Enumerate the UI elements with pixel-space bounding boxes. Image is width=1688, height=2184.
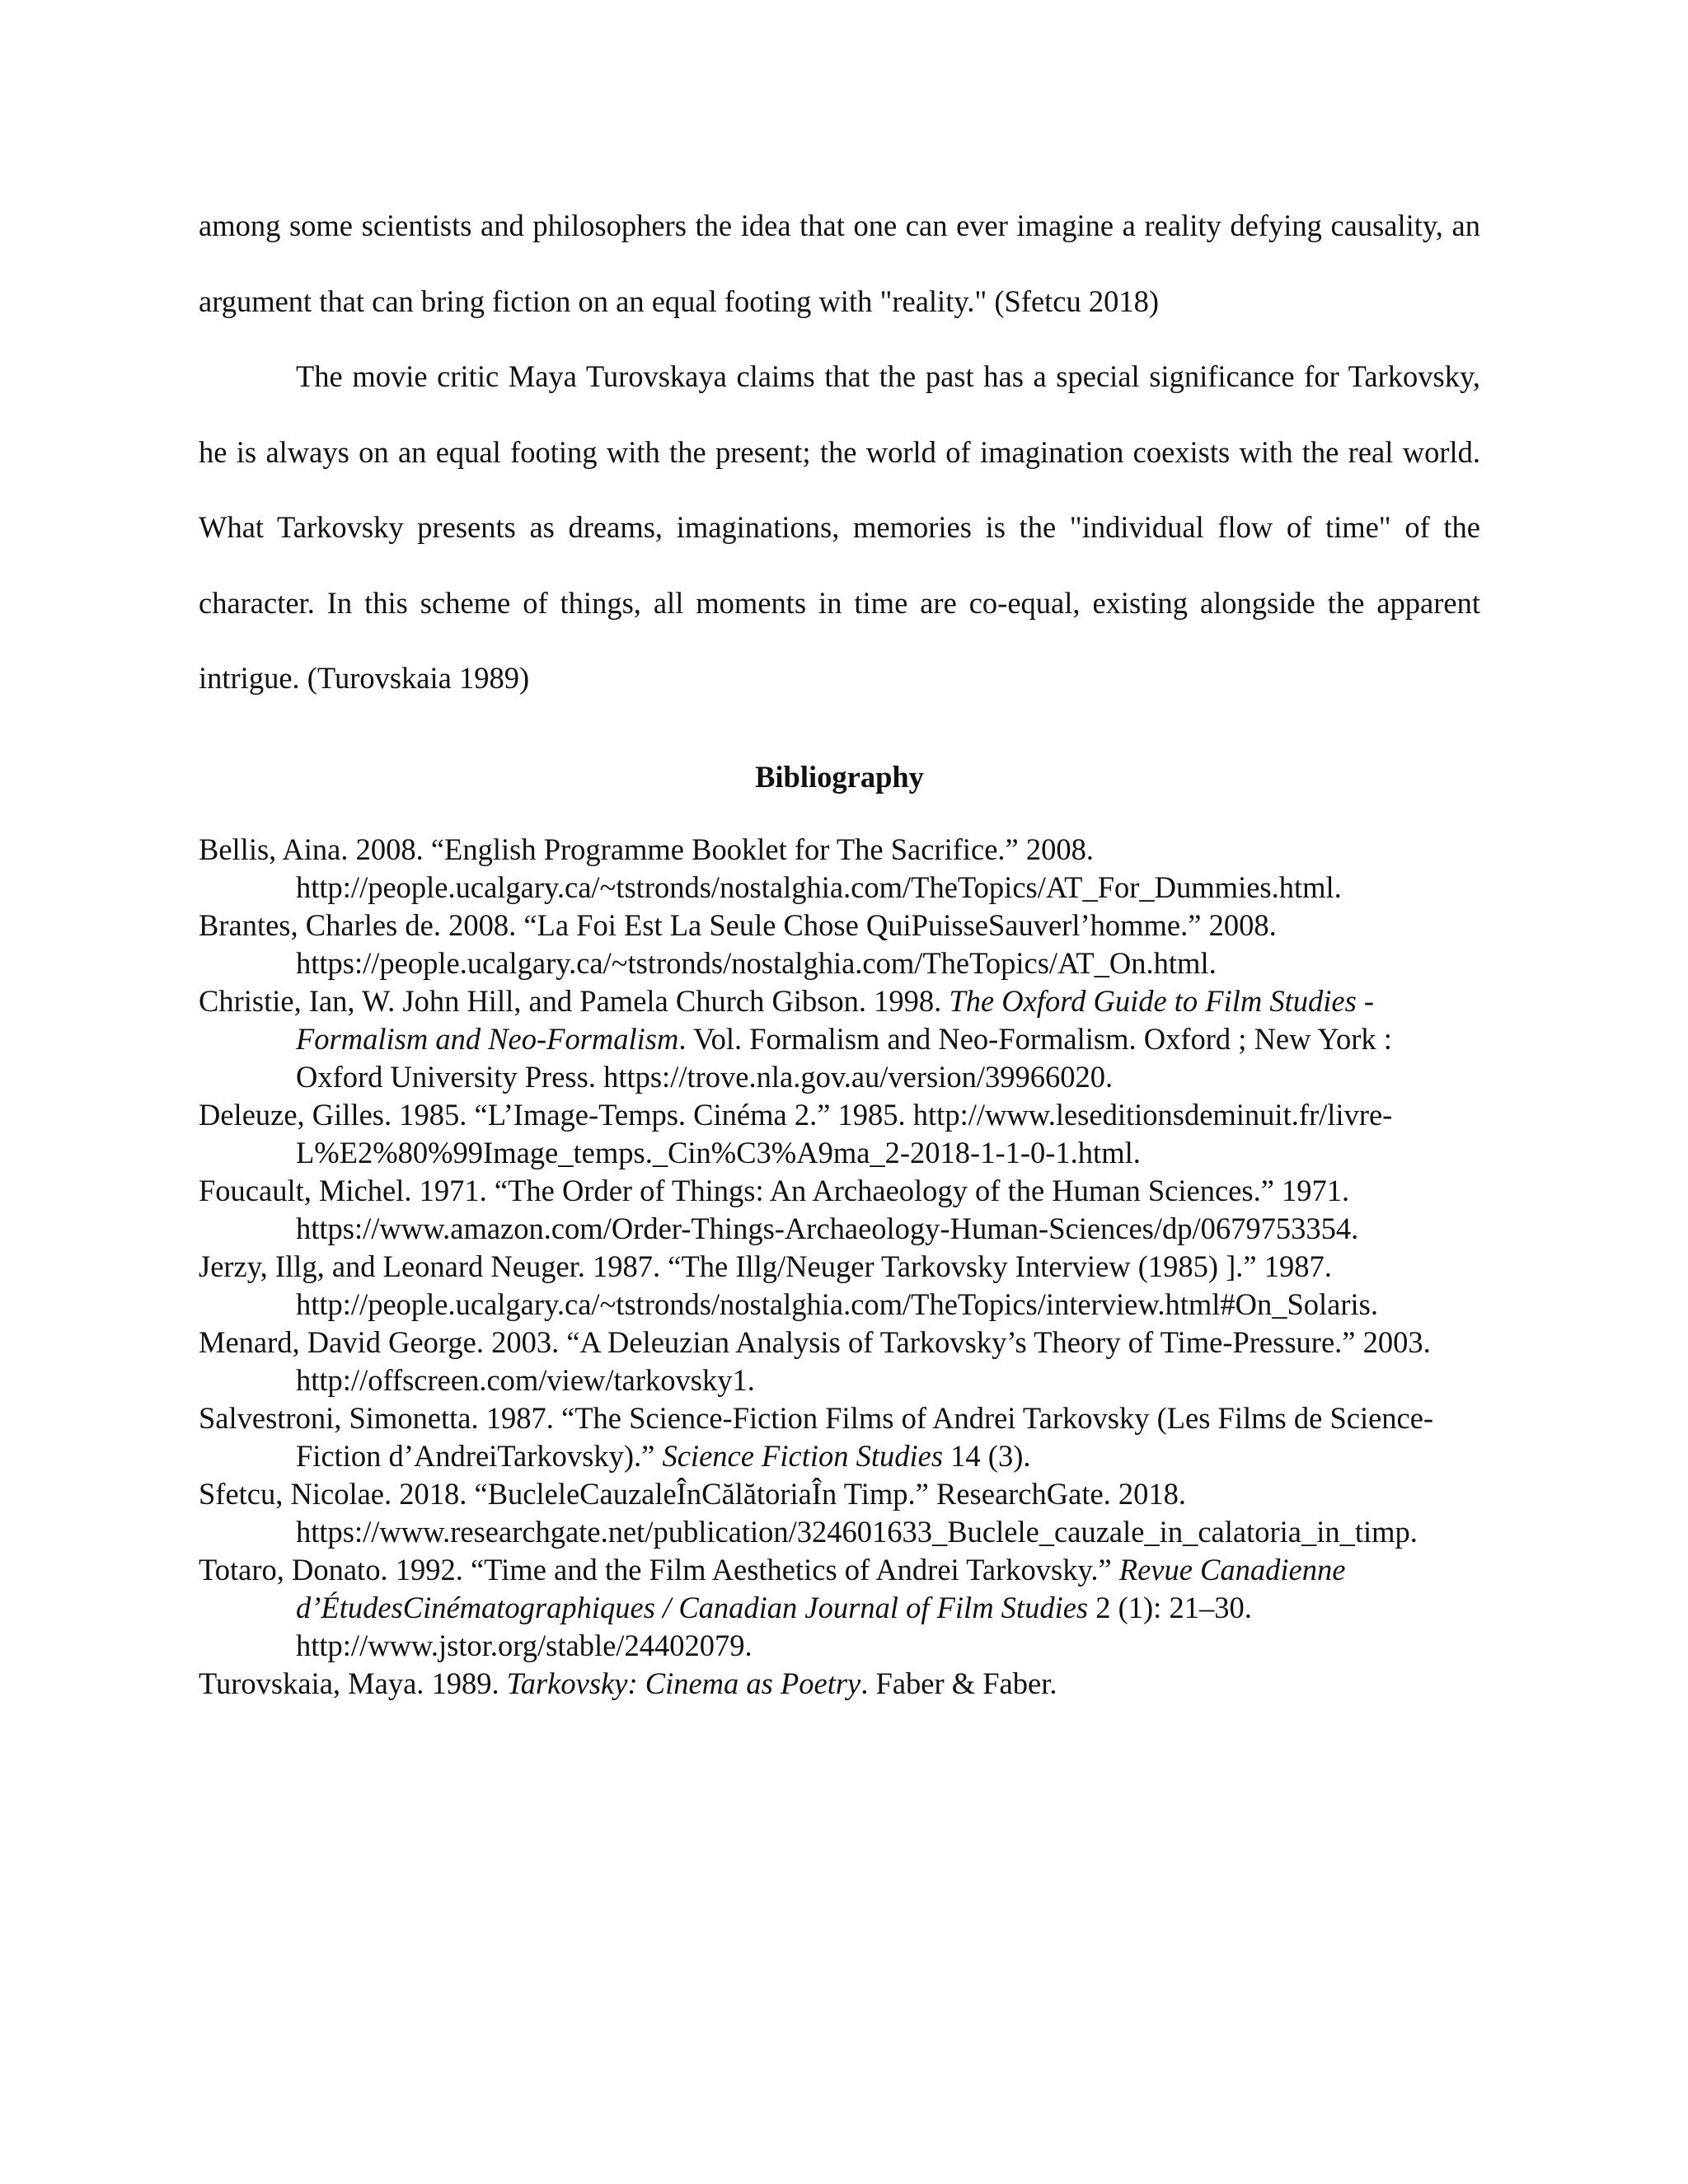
paragraph-continuation: among some scientists and philosophers the idea that one can ever imagine a reality defying causality, an argument that can bring fiction on an equal footing with "reality." (Sfetcu 2018) [199,209,1480,318]
bibliography-list [199,831,1480,1703]
bibliography-entry: Jerzy, Illg, and Leonard Neuger. 1987. “The Illg/Neuger Tarkovsky Interview (1985) ].” 1987. http://people.ucalgary.ca/~tstronds/nostalghia.com/TheTopics/interview.html#On_Solaris. [199,1249,1379,1321]
bibliography-entry: Deleuze, Gilles. 1985. “L’Image-Temps. Cinéma 2.” 1985. http://www.leseditionsdeminuit.fr/livre-L%E2%80%99Image_temps._Cin%C3%A9ma_2-2018-1-1-0-1.html. [199,1098,1393,1169]
bibliography-entry: Sfetcu, Nicolae. 2018. “BucleleCauzaleÎnCălătoriaÎn Timp.” ResearchGate. 2018. https://www.researchgate.net/publication/324601633_Buclele_cauzale_in_calatoria_in_timp. [199,1477,1418,1549]
bibliography-entry: Christie, Ian, W. John Hill, and Pamela Church Gibson. 1998. The Oxford Guide to Film Studies - Formalism and Neo-Formalism. Vol. Formalism and Neo-Formalism. Oxford ; New York : Oxford University Press. https://trove.nla.gov.au/version/39966020. [199,984,1392,1094]
bibliography-entry: Menard, David George. 2003. “A Deleuzian Analysis of Tarkovsky’s Theory of Time-Pressure.” 2003. http://offscreen.com/view/tarkovsky1. [199,1325,1431,1397]
paragraph-turovskaya: The movie critic Maya Turovskaya claims that the past has a special significance for Tarkovsky, he is always on an equal footing with the present; the world of imagination coexists with the real world. What Tarkovsky presents as dreams, imaginations, memories is the "individual flow of time" of the character. In this scheme of things, all moments in time are co-equal, existing alongside the apparent intrigue. (Turovskaia 1989) [199,359,1480,695]
bibliography-entry: Brantes, Charles de. 2008. “La Foi Est La Seule Chose QuiPuisseSauverl’homme.” 2008. https://people.ucalgary.ca/~tstronds/nostalghia.com/TheTopics/AT_On.html. [199,908,1277,980]
bibliography-entry: Salvestroni, Simonetta. 1987. “The Science-Fiction Films of Andrei Tarkovsky (Les Films de Science-Fiction d’AndreiTarkovsky).” Science Fiction Studies 14 (3). [199,1401,1434,1473]
bibliography-entry: Turovskaia, Maya. 1989. Tarkovsky: Cinema as Poetry. Faber & Faber. [199,1666,1057,1700]
body-text [199,188,1480,716]
bibliography-entry: Totaro, Donato. 1992. “Time and the Film Aesthetics of Andrei Tarkovsky.” Revue Canadienne d’ÉtudesCinématographiques / Canadian Journal of Film Studies 2 (1): 21–30. http://www.jstor.org/stable/24402079. [199,1553,1346,1662]
bibliography-heading: Bibliography [755,760,924,794]
bibliography-entry: Foucault, Michel. 1971. “The Order of Things: An Archaeology of the Human Sciences.” 1971. https://www.amazon.com/Order-Things-Archaeology-Human-Sciences/dp/0679753354. [199,1174,1359,1245]
bibliography-entry: Bellis, Aina. 2008. “English Programme Booklet for The Sacrifice.” 2008. http://people.ucalgary.ca/~tstronds/nostalghia.com/TheTopics/AT_For_Dummies.html. [199,832,1342,904]
